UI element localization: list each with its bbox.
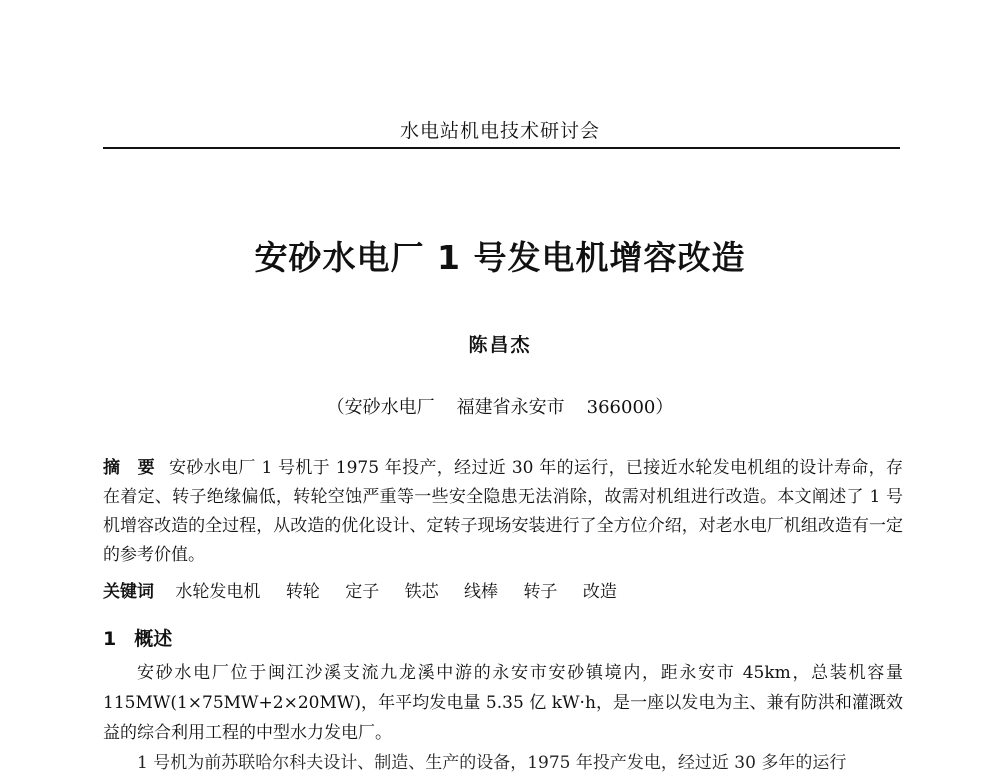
section-body — [103, 658, 903, 778]
affiliation-postcode: 366000 — [586, 397, 656, 418]
affiliation-open-paren: （ — [326, 397, 345, 418]
section-number: 1 — [103, 628, 117, 650]
keyword: 转子 — [523, 582, 558, 602]
affiliation-close-paren: ） — [655, 397, 674, 418]
keyword: 线棒 — [464, 582, 499, 602]
author-name: 陈昌杰 — [468, 334, 532, 356]
running-header: 水电站机电技术研讨会 — [399, 120, 600, 142]
abstract-text: 安砂水电厂 1 号机于 1975 年投产，经过近 30 年的运行，已接近水轮发电机组的设计寿命，存在着定、转子绝缘偏低，转轮空蚀严重等一些安全隐患无法消除，故需对机组进行改造。本文阐述了 1 号机增容改造的全过程，从改造的优化设计、定转子现场安装进行了全方位介绍，对老水电厂机组改造有一定的参考价值。 — [103, 458, 903, 565]
keyword: 铁芯 — [404, 582, 439, 602]
affiliation-place: 福建省永安市 — [456, 397, 565, 418]
keywords-label: 关键词 — [103, 582, 154, 602]
body-paragraph-partial: 1 号机为前苏联哈尔科夫设计、制造、生产的设备，1975 年投产发电，经过近 30 多年的运行 — [137, 753, 847, 773]
abstract-label: 摘 要 — [103, 458, 156, 478]
body-paragraph: 安砂水电厂位于闽江沙溪支流九龙溪中游的永安市安砂镇境内，距永安市 45km，总装机容量 115MW(1×75MW+2×20MW)，年平均发电量 5.35 亿 kW·h，是一座以发电为主、兼有防洪和灌溉效益的综合利用工程的中型水力发电厂。 — [103, 663, 903, 743]
keyword: 转轮 — [285, 582, 320, 602]
section-title: 概述 — [134, 628, 173, 650]
section-heading — [103, 624, 172, 651]
keyword: 定子 — [345, 582, 380, 602]
affiliation — [0, 393, 1000, 419]
header-rule — [103, 147, 900, 149]
keyword: 水轮发电机 — [175, 582, 261, 602]
affiliation-org: 安砂水电厂 — [344, 397, 435, 418]
keyword: 改造 — [582, 582, 617, 602]
abstract-block — [103, 454, 903, 570]
keywords-block — [103, 578, 903, 607]
paper-title: 安砂水电厂 1 号发电机增容改造 — [254, 238, 746, 277]
